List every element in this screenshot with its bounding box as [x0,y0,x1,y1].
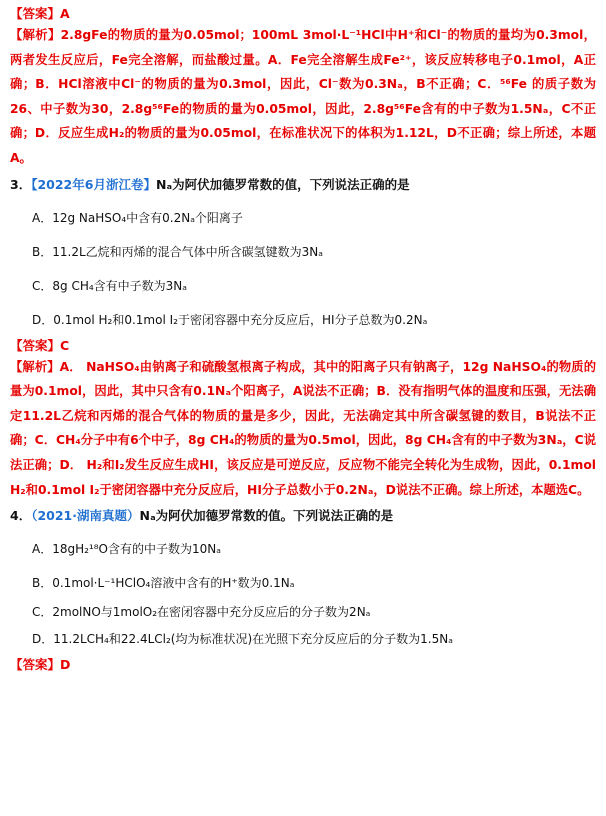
question-4 [10,506,596,525]
answer-line-4 [10,655,596,674]
answer-value: A [60,6,70,21]
analysis-label: 【解析】 [10,359,60,374]
question-number: 4． [10,508,32,524]
answer-line-1 [10,4,596,23]
question-number: 3． [10,176,32,192]
option-d: D．0.1mol H₂和0.1mol I₂于密闭容器中充分反应后，HI分子总数为0.2Nₐ [32,312,428,327]
answer-line-3 [10,336,596,355]
option-a: A．18gH₂¹⁸O含有的中子数为10Nₐ [32,542,221,557]
option-b: B．11.2L乙烷和丙烯的混合气体中所含碳氢键数为3Nₐ [32,244,323,259]
answer-value: D [60,657,71,673]
analysis-paragraph-3 [10,355,596,503]
option-b: B．0.1mol·L⁻¹HClO₄溶液中含有的H⁺数为0.1Nₐ [32,576,295,591]
analysis-text: 2.8gFe的物质的量为0.05mol；100mL 3mol·L⁻¹HCl中H⁺和Cl⁻的物质的量均为0.3mol，两者发生反应后，Fe完全溶解，而盐酸过量。A．Fe完全溶解生成Fe²⁺，该反应转移电子0.1mol，A正确；B．HCl溶液中Cl⁻的物质的量为0.3mol，因此，Cl⁻数为0.3Nₐ，B不正确；C．⁵⁶Fe 的质子数为26、中子数为30，2.8g⁵⁶Fe的物质的量为0.05mol，因此，2.8g⁵⁶Fe含有的中子数为1.5Nₐ，C不正确；D．反应生成H₂的物质的量为0.05mol，在标准状况下的体积为1.12L，D不正确；综上所述，本题A。 [10,28,596,165]
option-c: C．8g CH₄含有中子数为3Nₐ [32,278,187,293]
analysis-label: 【解析】 [10,28,61,42]
answer-label: 【答案】 [10,657,61,673]
answer-value: C [60,337,70,353]
question-source-tag: （2021·湖南真题） [31,508,140,524]
question-source-tag: 【2022年6月浙江卷】 [31,176,156,192]
option-c: C．2molNO与1molO₂在密闭容器中充分反应后的分子数为2Nₐ [32,605,371,620]
question-stem: Nₐ为阿伏加德罗常数的值。下列说法正确的是 [139,508,394,524]
question-stem: Nₐ为阿伏加德罗常数的值，下列说法正确的是 [155,176,410,192]
answer-label: 【答案】 [10,337,61,353]
question-3 [10,175,596,194]
answer-label: 【答案】 [10,6,61,21]
analysis-paragraph-1 [10,23,596,171]
option-a: A．12g NaHSO₄中含有0.2Nₐ个阳离子 [32,210,243,225]
analysis-text: A． NaHSO₄由钠离子和硫酸氢根离子构成，其中的阳离子只有钠离子，12g NaHSO₄的物质的量为0.1mol，因此，其中只含有0.1Nₐ个阳离子，A说法不正确；B．没有指明气体的温度和压强，无法确定11.2L乙烷和丙烯的混合气体的物质的量是多少，因此，无法确定其中所含碳氢键的数目，B说法不正确；C．CH₄分子中有6个中子，8g CH₄的物质的量为0.5mol，因此，8g CH₄含有的中子数为3Nₐ，C说法正确；D． H₂和I₂发生反应生成HI，该反应是可逆反应，反应物不能完全转化为生成物，因此，0.1mol H₂和0.1mol I₂于密闭容器中充分反应后，HI分子总数小于0.2Nₐ，D说法不正确。综上所述，本题选C。 [10,359,596,497]
option-d: D．11.2LCH₄和22.4LCl₂(均为标准状况)在光照下充分反应后的分子数为1.5Nₐ [32,632,453,647]
